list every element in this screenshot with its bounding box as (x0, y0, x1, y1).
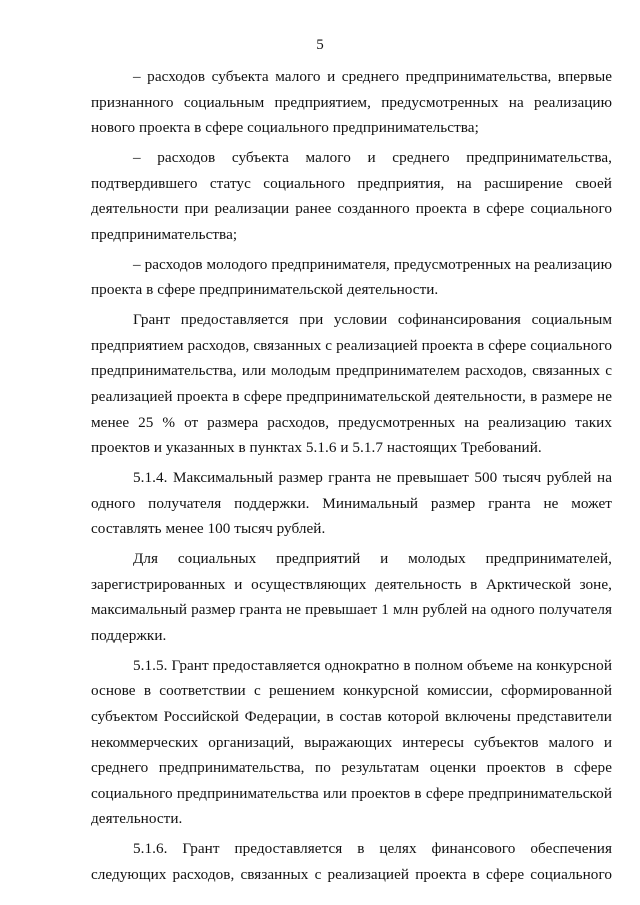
paragraph-expense-confirmed-social-enterprise: – расходов субъекта малого и среднего предпринимательства, подтвердившего статус социального предприятия, на расширение своей деятельности при реализации ранее созданного проекта в сфере социального предпринимательства; (91, 149, 612, 243)
paragraph-expense-young-entrepreneur: – расходов молодого предпринимателя, предусмотренных на реализацию проекта в сфере предпринимательской деятельности. (91, 255, 612, 299)
page-number: 5 (316, 37, 324, 53)
paragraph-5-1-6: 5.1.6. Грант предоставляется в целях финансового обеспечения следующих расходов, связанных с реализацией проекта в сфере социального (91, 840, 612, 883)
paragraph-5-1-4: 5.1.4. Максимальный размер гранта не превышает 500 тысяч рублей на одного получателя поддержки. Минимальный размер гранта не может составлять менее 100 тысяч рублей. (91, 469, 612, 538)
document-body (91, 64, 612, 892)
paragraph-expense-new-social-enterprise: – расходов субъекта малого и среднего предпринимательства, впервые признанного социальным предприятием, предусмотренных на реализацию нового проекта в сфере социального предпринимательства; (91, 68, 612, 137)
paragraph-5-1-5: 5.1.5. Грант предоставляется однократно в полном объеме на конкурсной основе в соответствии с решением конкурсной комиссии, сформированной субъектом Российской Федерации, в состав которой включены представители некоммерческих организаций, выражающих интересы субъектов малого и среднего предпринимательства, по результатам оценки проектов в сфере социального предпринимательства или проектов в сфере предпринимательской деятельности. (91, 656, 612, 828)
paragraph-cofinancing: Грант предоставляется при условии софинансирования социальным предприятием расходов, связанных с реализацией проекта в сфере социального предпринимательства, или молодым предпринимателем расходов, связанных с реализацией проекта в сфере предпринимательской деятельности, в размере не менее 25 % от размера расходов, предусмотренных на реализацию таких проектов и указанных в пунктах 5.1.6 и 5.1.7 настоящих Требований. (91, 311, 612, 457)
paragraph-arctic-zone: Для социальных предприятий и молодых предпринимателей, зарегистрированных и осуществляющих деятельность в Арктической зоне, максимальный размер гранта не превышает 1 млн рублей на одного получателя поддержки. (91, 550, 612, 644)
